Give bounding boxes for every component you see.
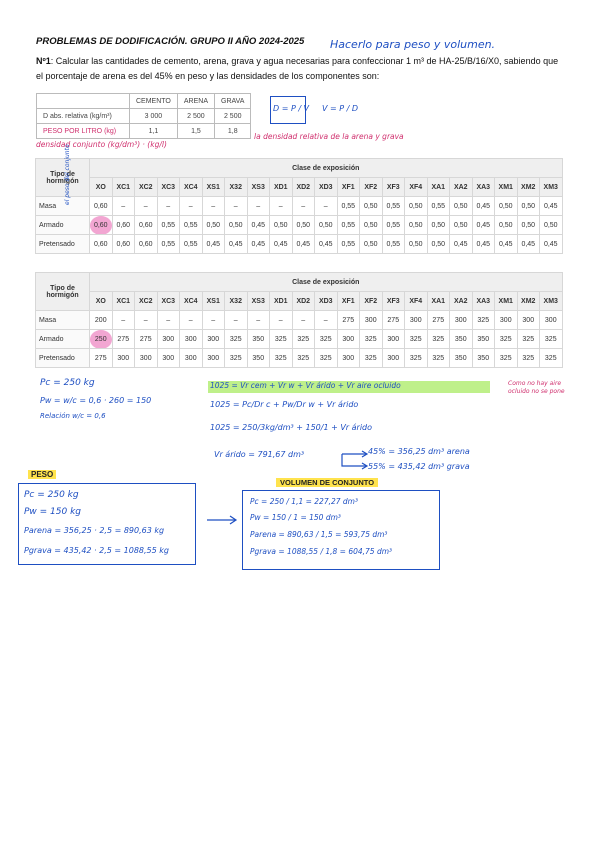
- work-equation-3: 1025 = 250/3kg/dm³ + 150/1 + Vr árido: [210, 423, 373, 432]
- table-cell: –: [180, 197, 203, 216]
- column-header: XF3: [382, 178, 405, 197]
- column-header: XM3: [540, 178, 563, 197]
- column-header: XC2: [135, 178, 158, 197]
- column-header: XD1: [270, 292, 293, 311]
- peso-line: Parena = 356,25 · 2,5 = 890,63 kg: [24, 526, 165, 535]
- table-cell: 0,55: [382, 197, 405, 216]
- relative-density-note: la densidad relativa de la arena y grava: [254, 132, 404, 141]
- table-cell: –: [112, 311, 135, 330]
- table-cell: 325: [495, 330, 518, 349]
- column-header: XF1: [337, 292, 360, 311]
- table-cell: 300: [157, 349, 180, 368]
- table-cell: 0,45: [202, 235, 225, 254]
- column-header: XM3: [540, 292, 563, 311]
- row-label: Armado: [36, 216, 90, 235]
- table-cell: 0,45: [495, 235, 518, 254]
- table-group-row: [36, 273, 563, 292]
- density-table: [36, 93, 251, 139]
- table-cell: 0,50: [202, 216, 225, 235]
- table-cell: 325: [540, 349, 563, 368]
- column-header: XF2: [360, 178, 383, 197]
- work-arena: 45% = 356,25 dm³ arena: [368, 447, 470, 456]
- table-cell: –: [270, 311, 293, 330]
- column-note: el peso del conjunto: [64, 144, 71, 205]
- table-cell: 0,55: [337, 197, 360, 216]
- table-cell: 300: [495, 311, 518, 330]
- table-cell: 325: [270, 330, 293, 349]
- table-cell: 325: [360, 330, 383, 349]
- column-header: XA3: [472, 292, 495, 311]
- density-cell: 2 500: [215, 109, 251, 124]
- table-cell: 0,50: [225, 216, 248, 235]
- table-cell: 300: [202, 349, 225, 368]
- work-equation-2: 1025 = Pc/Dr c + Pw/Dr w + Vr árido: [210, 400, 359, 409]
- table-cell: 0,50: [450, 197, 473, 216]
- table-cell: 0,55: [427, 197, 450, 216]
- table-cell: 325: [405, 349, 428, 368]
- branch-arrow-icon: [340, 448, 370, 472]
- table-cell: 0,45: [270, 235, 293, 254]
- peso-tag: PESO: [28, 470, 56, 479]
- table-cell: 0,50: [450, 216, 473, 235]
- row-label: Pretensado: [36, 235, 90, 254]
- note-no-air: Como no hay aire ocluido no se pone: [508, 380, 565, 395]
- column-header: XD2: [292, 292, 315, 311]
- column-header: XA2: [450, 292, 473, 311]
- table-cell: –: [247, 311, 270, 330]
- density-header: CEMENTO: [130, 94, 178, 109]
- table-cell: 300: [382, 349, 405, 368]
- table-cell: 325: [292, 330, 315, 349]
- table-cell: –: [135, 311, 158, 330]
- density-header: ARENA: [177, 94, 214, 109]
- column-header: XC3: [157, 178, 180, 197]
- table-cell: 0,50: [360, 235, 383, 254]
- table-cell: 275: [90, 349, 113, 368]
- column-header: XO: [90, 178, 113, 197]
- table-cell: 325: [360, 349, 383, 368]
- table-cell: 0,50: [405, 216, 428, 235]
- density-cell: 1,1: [130, 124, 178, 139]
- table-cell: 0,45: [472, 197, 495, 216]
- table-cell: 0,45: [540, 235, 563, 254]
- table-row: [36, 197, 563, 216]
- table-cell: 0,50: [292, 216, 315, 235]
- table-cell: 0,55: [180, 216, 203, 235]
- problem-text: : Calcular las cantidades de cemento, arena, grava y agua necesarias para confeccionar 1 m³ de HA-25/B/16/X0, sabiendo que el porcentaje de arena es del 45% en peso y las densidades de los componentes son:: [36, 56, 559, 81]
- table-cell: 325: [472, 311, 495, 330]
- density-header-row: [37, 94, 251, 109]
- table-cell: –: [157, 311, 180, 330]
- column-header: XC4: [180, 178, 203, 197]
- problem-number: Nº1: [36, 56, 51, 66]
- group-header: Clase de exposición: [90, 159, 563, 178]
- table-cell: 0,55: [337, 216, 360, 235]
- table-cell: 0,50: [427, 235, 450, 254]
- table-cell: 0,55: [157, 235, 180, 254]
- table-cell: 350: [247, 330, 270, 349]
- table-cell: –: [225, 311, 248, 330]
- column-header: XC2: [135, 292, 158, 311]
- column-header: XF1: [337, 178, 360, 197]
- density-cell: 1,8: [215, 124, 251, 139]
- table-cell: 300: [180, 349, 203, 368]
- table-cell: 0,50: [270, 216, 293, 235]
- table-cell: 275: [382, 311, 405, 330]
- table-cell: –: [247, 197, 270, 216]
- table-cell: 300: [337, 349, 360, 368]
- column-header: XD2: [292, 178, 315, 197]
- table-cell: 0,60: [135, 235, 158, 254]
- table-row: [36, 349, 563, 368]
- column-header: XC1: [112, 292, 135, 311]
- peso-line: Pw = 150 kg: [24, 507, 82, 517]
- group-header: Clase de exposición: [90, 273, 563, 292]
- table-cell: 275: [337, 311, 360, 330]
- row-label: Pretensado: [36, 349, 90, 368]
- density-row-label: PESO POR LITRO (kg): [37, 124, 130, 139]
- table-cell: –: [292, 197, 315, 216]
- column-header: XM1: [495, 292, 518, 311]
- table-cell: 0,45: [247, 216, 270, 235]
- table-cell: 0,60: [90, 216, 113, 235]
- table-cell: 0,50: [540, 216, 563, 235]
- column-header: XM1: [495, 178, 518, 197]
- table-cell: 250: [90, 330, 113, 349]
- table-cell: 300: [337, 330, 360, 349]
- table-cell: 0,55: [337, 235, 360, 254]
- table-cell: 325: [270, 349, 293, 368]
- table-cell: 275: [135, 330, 158, 349]
- table-cell: –: [135, 197, 158, 216]
- table-cell: –: [202, 311, 225, 330]
- volumen-tag: VOLUMEN DE CONJUNTO: [276, 478, 378, 487]
- table-cell: 0,45: [315, 235, 338, 254]
- table-cell: 300: [450, 311, 473, 330]
- density-row: [37, 109, 251, 124]
- table-cell: 325: [315, 349, 338, 368]
- document-title: PROBLEMAS DE DODIFICACIÓN. GRUPO II AÑO 2024-2025: [36, 36, 305, 47]
- table-header-row: [36, 178, 563, 197]
- column-header: XM2: [517, 292, 540, 311]
- table-cell: 0,50: [315, 216, 338, 235]
- table-row: [36, 216, 563, 235]
- table-cell: 0,50: [495, 216, 518, 235]
- volumen-line: Pc = 250 / 1,1 = 227,27 dm³: [250, 497, 358, 506]
- table-cell: 300: [540, 311, 563, 330]
- table-cell: 0,55: [382, 235, 405, 254]
- table-cell: 0,50: [360, 197, 383, 216]
- work-relation: Relación w/c = 0,6: [40, 412, 106, 420]
- table-cell: 0,50: [360, 216, 383, 235]
- table-cell: 0,50: [405, 235, 428, 254]
- table-cell: 0,60: [112, 216, 135, 235]
- column-header: XS3: [247, 178, 270, 197]
- table-cell: 0,45: [247, 235, 270, 254]
- min-cement-table: [35, 272, 563, 368]
- table-cell: –: [157, 197, 180, 216]
- table-cell: 350: [247, 349, 270, 368]
- column-header: XD1: [270, 178, 293, 197]
- table-cell: –: [202, 197, 225, 216]
- volumen-line: Parena = 890,63 / 1,5 = 593,75 dm³: [250, 530, 388, 539]
- table-cell: 0,50: [427, 216, 450, 235]
- column-header: XD3: [315, 178, 338, 197]
- table-cell: 350: [472, 330, 495, 349]
- row-label: Masa: [36, 197, 90, 216]
- table-cell: 300: [517, 311, 540, 330]
- column-header: XA1: [427, 178, 450, 197]
- table-cell: 325: [225, 349, 248, 368]
- column-header: XC1: [112, 178, 135, 197]
- table-cell: 0,45: [225, 235, 248, 254]
- table-cell: 0,50: [405, 197, 428, 216]
- column-header: XC4: [180, 292, 203, 311]
- arrow-right-icon: [205, 514, 239, 526]
- column-header: XA3: [472, 178, 495, 197]
- table-cell: 275: [427, 311, 450, 330]
- table-cell: 300: [360, 311, 383, 330]
- column-header: XC3: [157, 292, 180, 311]
- column-header: X32: [225, 178, 248, 197]
- column-header: XF4: [405, 292, 428, 311]
- table-cell: 325: [495, 349, 518, 368]
- table-cell: 300: [180, 330, 203, 349]
- table-cell: 0,60: [90, 235, 113, 254]
- table-cell: 0,45: [292, 235, 315, 254]
- row-label: Masa: [36, 311, 90, 330]
- table-row: [36, 235, 563, 254]
- density-row-label: D abs. relativa (kg/m³): [37, 109, 130, 124]
- wc-ratio-table: [35, 158, 563, 254]
- table-cell: 300: [135, 349, 158, 368]
- table-cell: –: [225, 197, 248, 216]
- formula-volume: V = P / D: [322, 104, 359, 113]
- table-cell: 350: [450, 330, 473, 349]
- table-cell: 0,45: [472, 235, 495, 254]
- column-header: XA1: [427, 292, 450, 311]
- handwritten-note-top: Hacerlo para peso y volumen.: [330, 38, 496, 51]
- table-cell: 300: [405, 311, 428, 330]
- density-row: [37, 124, 251, 139]
- formula-density: D = P / V: [273, 104, 310, 113]
- work-pw: Pw = w/c = 0,6 · 260 = 150: [40, 396, 152, 405]
- peso-line: Pc = 250 kg: [24, 490, 79, 500]
- work-equation-1: 1025 = Vr cem + Vr w + Vr árido + Vr aire ocluido: [210, 381, 401, 390]
- table-cell: 350: [450, 349, 473, 368]
- column-header: XF3: [382, 292, 405, 311]
- table-cell: 0,45: [517, 235, 540, 254]
- column-header: XD3: [315, 292, 338, 311]
- table-header-row: [36, 292, 563, 311]
- column-header: XS1: [202, 178, 225, 197]
- table-cell: 325: [540, 330, 563, 349]
- row-header: Tipo de hormigón: [36, 273, 90, 311]
- table-cell: 275: [112, 330, 135, 349]
- table-cell: 200: [90, 311, 113, 330]
- table-cell: 300: [112, 349, 135, 368]
- table-cell: 0,55: [180, 235, 203, 254]
- work-vr-arido: Vr árido = 791,67 dm³: [214, 450, 305, 459]
- table-cell: 0,50: [495, 197, 518, 216]
- table-cell: –: [292, 311, 315, 330]
- row-label: Armado: [36, 330, 90, 349]
- table-cell: 0,45: [450, 235, 473, 254]
- table-cell: 325: [315, 330, 338, 349]
- table-cell: 0,45: [540, 197, 563, 216]
- table-cell: 325: [292, 349, 315, 368]
- table-cell: 325: [427, 330, 450, 349]
- volumen-line: Pgrava = 1088,55 / 1,8 = 604,75 dm³: [250, 547, 393, 556]
- table-cell: 0,55: [382, 216, 405, 235]
- column-header: XF2: [360, 292, 383, 311]
- row-header: Tipo de hormigón: [36, 159, 90, 197]
- table-cell: 0,55: [157, 216, 180, 235]
- table-group-row: [36, 159, 563, 178]
- table-cell: 325: [405, 330, 428, 349]
- table-cell: 0,50: [517, 216, 540, 235]
- table-cell: –: [315, 311, 338, 330]
- table-cell: 300: [157, 330, 180, 349]
- table-cell: 300: [382, 330, 405, 349]
- table-cell: 300: [202, 330, 225, 349]
- work-grava: 55% = 435,42 dm³ grava: [368, 462, 470, 471]
- table-cell: 0,60: [90, 197, 113, 216]
- density-cell: 2 500: [177, 109, 214, 124]
- column-header: X32: [225, 292, 248, 311]
- volumen-line: Pw = 150 / 1 = 150 dm³: [250, 513, 341, 522]
- table-cell: 0,60: [112, 235, 135, 254]
- column-header: XS3: [247, 292, 270, 311]
- table-cell: 325: [517, 349, 540, 368]
- density-header: GRAVA: [215, 94, 251, 109]
- table-row: [36, 330, 563, 349]
- table-cell: 0,50: [517, 197, 540, 216]
- column-header: XA2: [450, 178, 473, 197]
- table-cell: 350: [472, 349, 495, 368]
- table-cell: –: [315, 197, 338, 216]
- table-cell: 325: [517, 330, 540, 349]
- table-cell: 325: [225, 330, 248, 349]
- table-cell: 325: [427, 349, 450, 368]
- apparent-density-note: densidad conjunto (kg/dm³) · (kg/l): [36, 140, 167, 149]
- table-cell: –: [270, 197, 293, 216]
- problem-statement: [36, 54, 566, 84]
- column-header: XS1: [202, 292, 225, 311]
- table-row: [36, 311, 563, 330]
- column-header: XM2: [517, 178, 540, 197]
- table-cell: 0,45: [472, 216, 495, 235]
- table-cell: –: [180, 311, 203, 330]
- table-cell: –: [112, 197, 135, 216]
- density-cell: 1,5: [177, 124, 214, 139]
- peso-line: Pgrava = 435,42 · 2,5 = 1088,55 kg: [24, 546, 169, 555]
- column-header: XF4: [405, 178, 428, 197]
- column-header: XO: [90, 292, 113, 311]
- density-header: [37, 94, 130, 109]
- density-cell: 3 000: [130, 109, 178, 124]
- table-cell: 0,60: [135, 216, 158, 235]
- work-pc: Pc = 250 kg: [40, 378, 95, 388]
